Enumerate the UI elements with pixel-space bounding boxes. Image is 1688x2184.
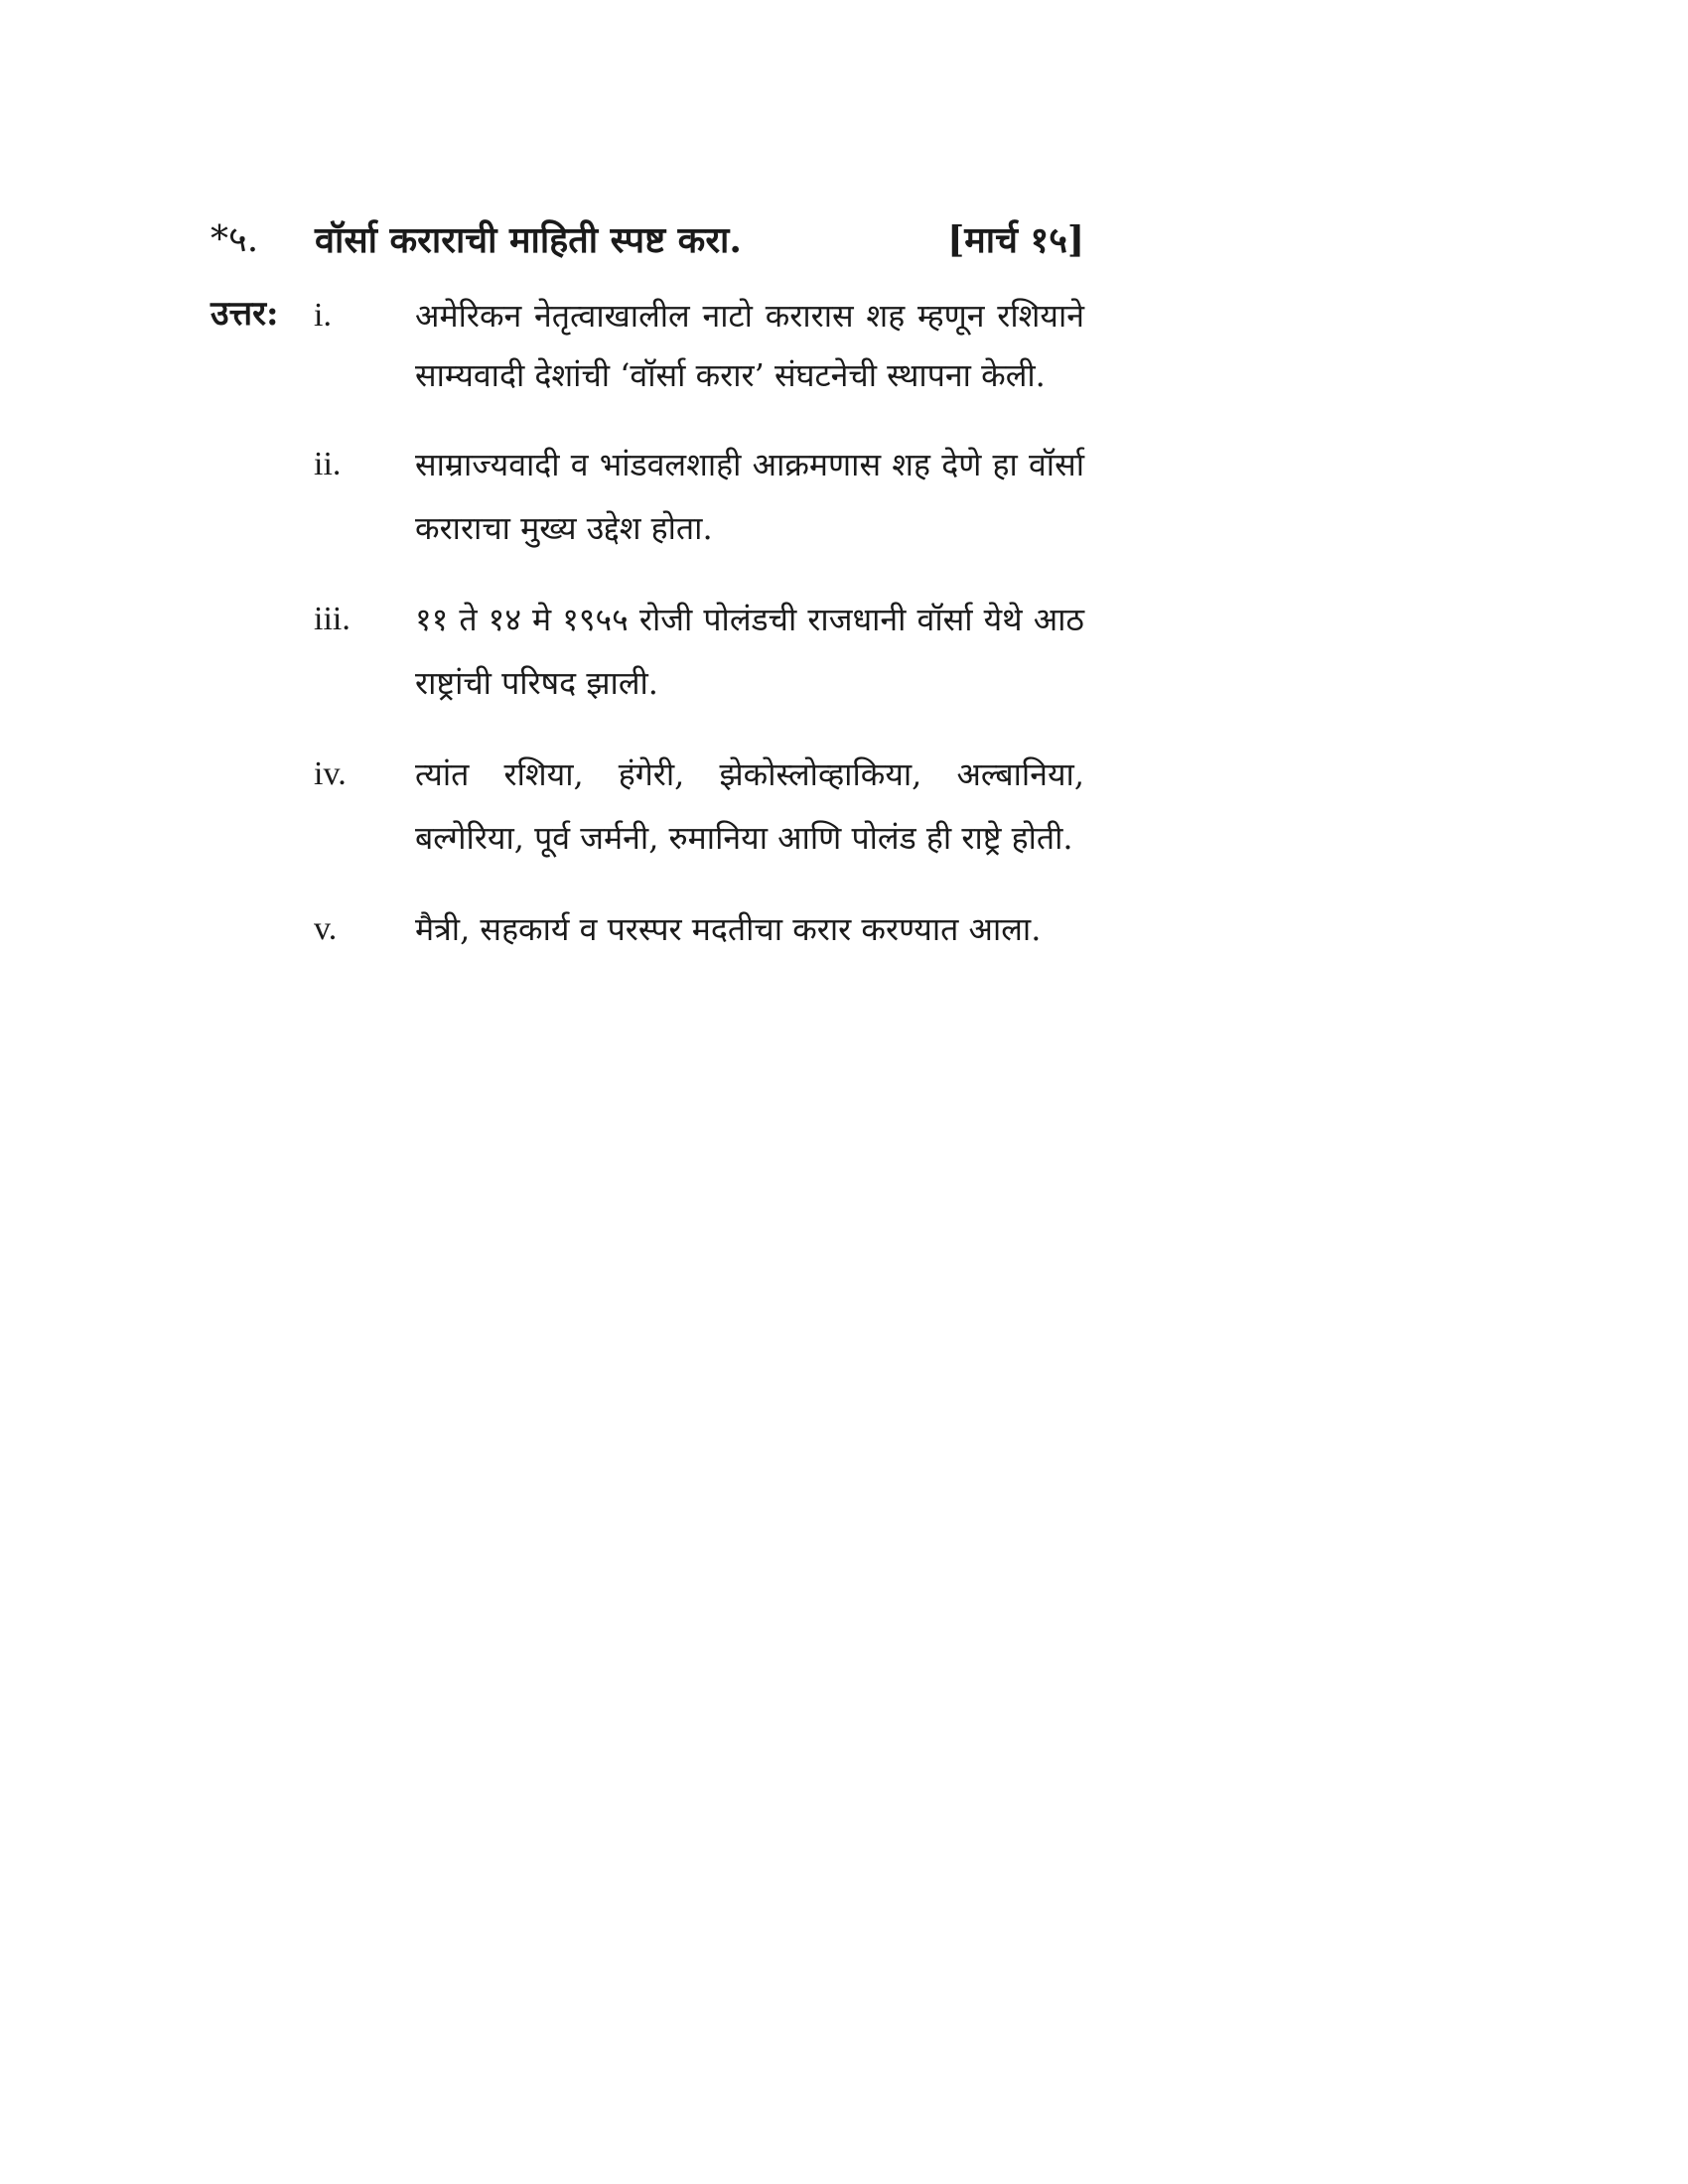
answer-text: त्यांत रशिया, हंगेरी, झेकोस्लोव्हाकिया, अल्बानिया, बल्गेरिया, पूर्व जर्मनी, रुमानिया आणि पोलंड ही राष्ट्रे होती. xyxy=(415,755,1084,857)
answer-marker: ii. xyxy=(314,446,342,482)
answer-item-4 xyxy=(298,743,1084,870)
answer-marker: i. xyxy=(314,297,332,334)
answer-label: उत्तर: xyxy=(211,294,279,334)
answer-text: मैत्री, सहकार्य व परस्पर मदतीचा करार करण्यात आला. xyxy=(415,910,1042,948)
question-text: वॉर्सा कराराची माहिती स्पष्ट करा. xyxy=(315,219,742,261)
answer-item-3 xyxy=(298,588,1084,715)
exam-reference: [मार्च १५] xyxy=(947,219,1084,261)
answer-text: ११ ते १४ मे १९५५ रोजी पोलंडची राजधानी वॉर्सा येथे आठ राष्ट्रांची परिषद झाली. xyxy=(415,601,1084,702)
answer-text: साम्राज्यवादी व भांडवलशाही आक्रमणास शह देणे हा वॉर्सा कराराचा मुख्य उद्देश होता. xyxy=(415,446,1084,547)
answer-marker: v. xyxy=(314,910,338,947)
answer-list xyxy=(298,286,1084,989)
answer-item-1 xyxy=(298,286,1084,405)
question-heading xyxy=(211,210,1084,270)
answer-marker: iv. xyxy=(314,755,347,792)
answer-text: अमेरिकन नेतृत्वाखालील नाटो करारास शह म्हणून रशियाने साम्यवादी देशांची ‘वॉर्सा करार’ संघटनेची स्थापना केली. xyxy=(415,297,1084,394)
answer-item-2 xyxy=(298,433,1084,560)
answer-marker: iii. xyxy=(314,601,351,637)
answer-item-5 xyxy=(298,897,1084,961)
question-number: *५. xyxy=(211,219,259,260)
